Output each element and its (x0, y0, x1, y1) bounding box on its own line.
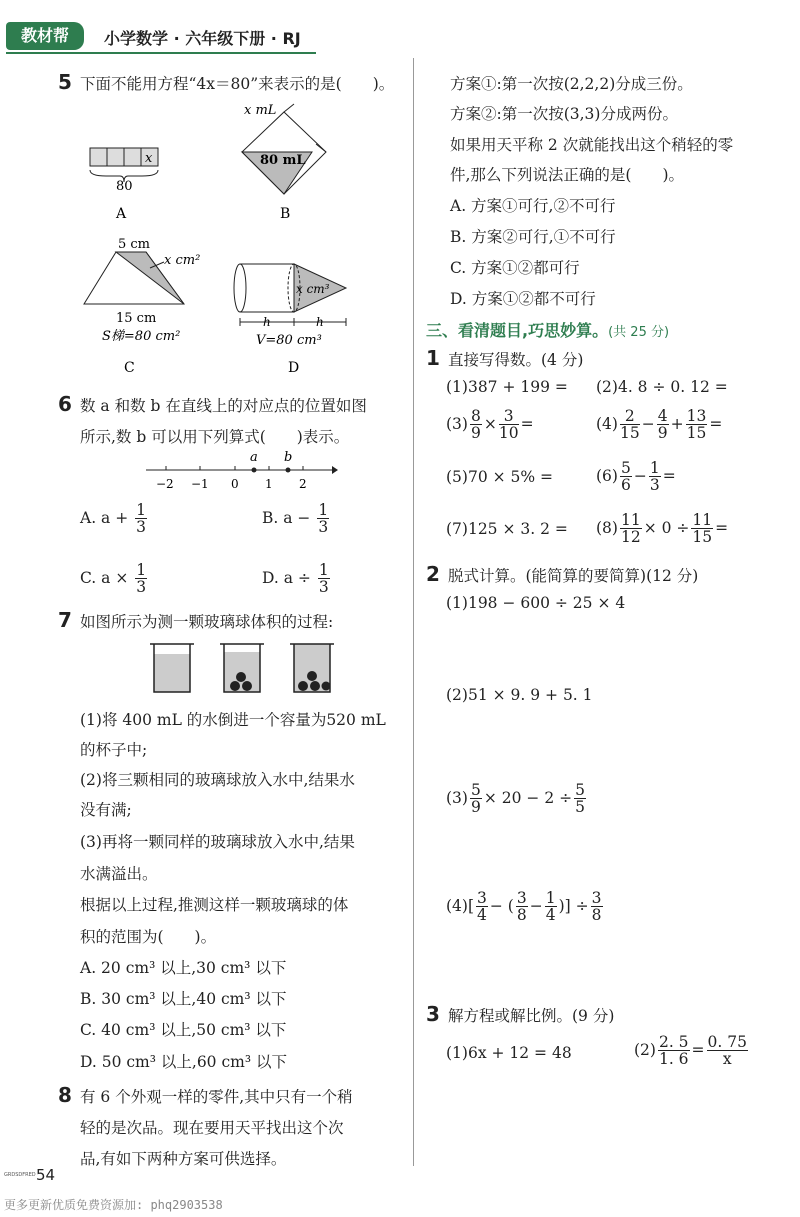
q8-line5: 件,那么下列说法正确的是( )。 (450, 166, 685, 184)
p2-title: 脱式计算。(能简算的要简算)(12 分) (448, 567, 699, 585)
eq: = (709, 414, 723, 433)
q7-number: 7 (58, 608, 72, 632)
frac-den: 3 (318, 578, 329, 597)
frac (470, 408, 482, 442)
q6-tick-0: 0 (231, 477, 239, 491)
q7-option-d: D. 50 cm³ 以上,60 cm³ 以下 (80, 1053, 287, 1071)
p1-e1: (1)387 + 199 = (446, 378, 568, 396)
frac (476, 890, 488, 924)
eq: = (520, 414, 534, 433)
eq: = (691, 1040, 705, 1059)
p1-e3 (446, 408, 534, 442)
q5-stem: 下面不能用方程“4x＝80”来表示的是( )。 (80, 75, 395, 93)
q5-number: 5 (58, 70, 72, 94)
p1-e4 (596, 408, 722, 442)
p1-e2: (2)4. 8 ÷ 0. 12 = (596, 378, 728, 396)
fig-d-label: D (288, 360, 300, 376)
mid: − (529, 896, 543, 915)
eq: = (715, 518, 729, 537)
q8-number: 8 (58, 1083, 72, 1107)
e4-idx: (4) (596, 414, 618, 433)
frac (545, 890, 557, 924)
frac-num: 5 (575, 781, 585, 799)
fig-a-cell: x (145, 151, 153, 166)
fig-c-bottom: 15 cm (116, 311, 157, 326)
op: × (483, 414, 497, 433)
p2-e2: (2)51 × 9. 9 + 5. 1 (446, 686, 593, 704)
fig-b-top: x mL (244, 103, 277, 118)
frac-num: 3 (477, 889, 487, 907)
section3-title: 三、看清题目,巧思妙算。 (426, 321, 609, 340)
q6-line1: 数 a 和数 b 在直线上的对应点的位置如图 (80, 397, 367, 415)
beaker-1 (150, 644, 194, 692)
op: + (670, 414, 684, 433)
q8-option-a: A. 方案①可行,②不可行 (450, 197, 616, 215)
q7-p1b: 的杯子中; (80, 741, 148, 759)
q8-plan1: 方案①:第一次按(2,2,2)分成三份。 (450, 75, 693, 93)
frac-den: 3 (318, 518, 329, 537)
frac (686, 408, 708, 442)
q7-stem: 如图所示为测一颗玻璃球体积的过程: (80, 613, 334, 631)
frac (574, 782, 586, 816)
p3-e1: (1)6x + 12 = 48 (446, 1044, 572, 1062)
frac (620, 408, 640, 442)
frac-num: 11 (620, 511, 641, 529)
frac (707, 1034, 748, 1068)
fig-a-tape (90, 148, 158, 222)
frac-den: 10 (498, 424, 519, 443)
frac-den: 15 (619, 424, 640, 443)
frac-num: 8 (470, 407, 481, 425)
fig-b-label: B (280, 206, 291, 222)
q6-line2: 所示,数 b 可以用下列算式( )表示。 (80, 428, 350, 446)
frac-den: 8 (516, 906, 527, 925)
p1-e6 (596, 460, 676, 494)
watermark-text: 更多更新优质免费资源加: phq2903538 (4, 1198, 223, 1212)
frac-den: 5 (575, 798, 585, 817)
fig-a-label: A (116, 206, 127, 222)
frac-den: 1. 6 (658, 1050, 689, 1069)
p2-number: 2 (426, 562, 440, 586)
q6-point-a: a (250, 450, 258, 465)
q6-opt-b-frac (317, 502, 329, 536)
frac-den: 3 (649, 476, 660, 495)
frac-num: 5 (470, 781, 481, 799)
q8-line4: 如果用天平称 2 次就能找出这个稍轻的零 (450, 136, 734, 154)
q7-p3b: 水满溢出。 (80, 865, 158, 883)
fig-d-h2: h (316, 315, 324, 329)
frac-den: 15 (686, 424, 707, 443)
beaker-2 (220, 644, 264, 692)
frac-num: 1 (318, 501, 329, 519)
mid: × 0 ÷ (643, 518, 690, 537)
p2-e4 (446, 890, 605, 924)
q7-option-c: C. 40 cm³ 以上,50 cm³ 以下 (80, 1021, 287, 1039)
p1-title: 直接写得数。(4 分) (448, 351, 584, 369)
q7-option-b: B. 30 cm³ 以上,40 cm³ 以下 (80, 990, 287, 1008)
frac (691, 512, 713, 546)
p1-number: 1 (426, 346, 440, 370)
q7-option-a: A. 20 cm³ 以上,30 cm³ 以下 (80, 959, 287, 977)
frac (649, 460, 661, 494)
frac (657, 408, 669, 442)
frac-den: 6 (620, 476, 631, 495)
p3-number: 3 (426, 1002, 440, 1026)
brand-badge: 教材帮 (6, 22, 84, 50)
frac-num: 2. 5 (658, 1033, 689, 1051)
q7-p4b: 积的范围为( )。 (80, 928, 217, 946)
frac-num: 13 (686, 407, 707, 425)
frac-num: 1 (136, 501, 147, 519)
q6-option-b (262, 502, 331, 536)
eq: = (662, 466, 676, 485)
frac-num: 5 (620, 459, 631, 477)
section3-score: (共 25 分) (608, 325, 670, 340)
frac-num: 3 (591, 889, 602, 907)
section3-heading (426, 318, 669, 341)
fig-c-top: 5 cm (118, 237, 151, 252)
frac-num: 2 (620, 408, 640, 425)
q6-opt-d-frac (318, 562, 330, 596)
q6-opt-b-text: B. a − (262, 508, 311, 527)
fig-c-label: C (124, 360, 135, 376)
frac-num: 3 (516, 889, 527, 907)
e3-idx: (3) (446, 788, 468, 807)
e6-idx: (6) (596, 466, 618, 485)
page-header-title: 小学数学 · 六年级下册 · RJ (104, 29, 301, 48)
q6-opt-c-frac (135, 562, 147, 596)
frac-num: 0. 75 (707, 1033, 747, 1051)
p1-e5: (5)70 × 5% = (446, 468, 554, 486)
frac-den: 9 (470, 424, 481, 443)
mid: )] ÷ (558, 896, 589, 915)
fig-d-cylinder-cone (234, 264, 346, 376)
q6-point-b: b (284, 450, 293, 465)
fig-d-cone: x cm³ (296, 282, 330, 296)
frac-den: 4 (477, 906, 487, 925)
p2-e3 (446, 782, 588, 816)
frac (620, 460, 632, 494)
frac-num: 1 (318, 561, 329, 579)
mid: × 20 − 2 ÷ (483, 788, 573, 807)
fig-b-inner: 80 mL (260, 153, 306, 168)
p3-e2 (634, 1034, 750, 1068)
q7-p2b: 没有满; (80, 801, 132, 819)
frac-num: 11 (692, 511, 713, 529)
frac-den: 8 (591, 906, 602, 925)
fig-b-flask (242, 103, 326, 222)
frac-den: 9 (657, 424, 668, 443)
op: − (641, 414, 655, 433)
q7-p3a: (3)再将一颗同样的玻璃球放入水中,结果 (80, 833, 355, 851)
q6-tick-1: 1 (265, 477, 273, 491)
fig-c-shade: x cm² (164, 253, 201, 268)
frac-num: 1 (545, 889, 556, 907)
frac (620, 512, 642, 546)
mid: − ( (489, 896, 514, 915)
p3-title: 解方程或解比例。(9 分) (448, 1007, 615, 1025)
q6-opt-d-text: D. a ÷ (262, 568, 311, 587)
frac (499, 408, 519, 442)
q6-tick-neg1: −1 (191, 477, 209, 491)
frac-den: x (722, 1050, 732, 1069)
q7-p4a: 根据以上过程,推测这样一颗玻璃球的体 (80, 896, 349, 914)
e3-idx: (3) (446, 414, 468, 433)
fig-c-area: S梯=80 cm² (102, 329, 181, 344)
e2-idx: (2) (634, 1040, 656, 1059)
frac-den: 12 (620, 528, 641, 547)
frac-den: 9 (470, 798, 481, 817)
frac (591, 890, 603, 924)
e8-idx: (8) (596, 518, 618, 537)
q8-option-d: D. 方案①②都不可行 (450, 290, 596, 308)
page-number: 54 (36, 1166, 56, 1184)
frac-num: 1 (649, 459, 660, 477)
q8-line1: 有 6 个外观一样的零件,其中只有一个稍 (80, 1088, 353, 1106)
q8-line3: 品,有如下两种方案可供选择。 (80, 1150, 287, 1168)
q6-tick-2: 2 (299, 477, 307, 491)
q8-option-b: B. 方案②可行,①不可行 (450, 228, 616, 246)
frac-num: 4 (657, 407, 668, 425)
q6-opt-a-text: A. a + (80, 508, 129, 527)
frac-den: 15 (692, 528, 713, 547)
q6-number-line (140, 448, 340, 492)
fig-d-vol: V=80 cm³ (256, 333, 322, 348)
q5-figures (80, 100, 410, 380)
p2-e1: (1)198 − 600 ÷ 25 × 4 (446, 594, 626, 612)
q6-tick-neg2: −2 (156, 477, 174, 491)
header-rule (6, 52, 316, 54)
fig-c-trapezoid (84, 237, 200, 376)
fig-d-h1: h (263, 315, 271, 329)
p1-e7: (7)125 × 3. 2 = (446, 520, 568, 538)
frac-den: 3 (136, 578, 147, 597)
frac (658, 1034, 690, 1068)
frac (470, 782, 482, 816)
frac (516, 890, 528, 924)
footer-tiny-text: GRDSDFRED ™ (4, 1172, 43, 1178)
frac-num: 3 (499, 408, 519, 425)
fig-a-total: 80 (116, 179, 133, 194)
q8-option-c: C. 方案①②都可行 (450, 259, 580, 277)
q6-opt-c-text: C. a × (80, 568, 129, 587)
frac-num: 1 (136, 561, 147, 579)
q6-option-a (80, 502, 149, 536)
frac-den: 3 (136, 518, 147, 537)
q7-p2a: (2)将三颗相同的玻璃球放入水中,结果水 (80, 771, 355, 789)
p1-e8 (596, 512, 728, 546)
frac-den: 4 (545, 906, 556, 925)
q6-number: 6 (58, 392, 72, 416)
beaker-3 (290, 644, 334, 692)
op: − (633, 466, 647, 485)
e4-idx: (4)[ (446, 896, 475, 915)
q6-option-c (80, 562, 149, 596)
q7-p1a: (1)将 400 mL 的水倒进一个容量为520 mL (80, 711, 386, 729)
q7-beakers (150, 640, 340, 696)
q8-line2: 轻的是次品。现在要用天平找出这个次 (80, 1119, 344, 1137)
q6-opt-a-frac (135, 502, 147, 536)
q6-option-d (262, 562, 332, 596)
q8-plan2: 方案②:第一次按(3,3)分成两份。 (450, 105, 678, 123)
column-divider (413, 58, 414, 1166)
